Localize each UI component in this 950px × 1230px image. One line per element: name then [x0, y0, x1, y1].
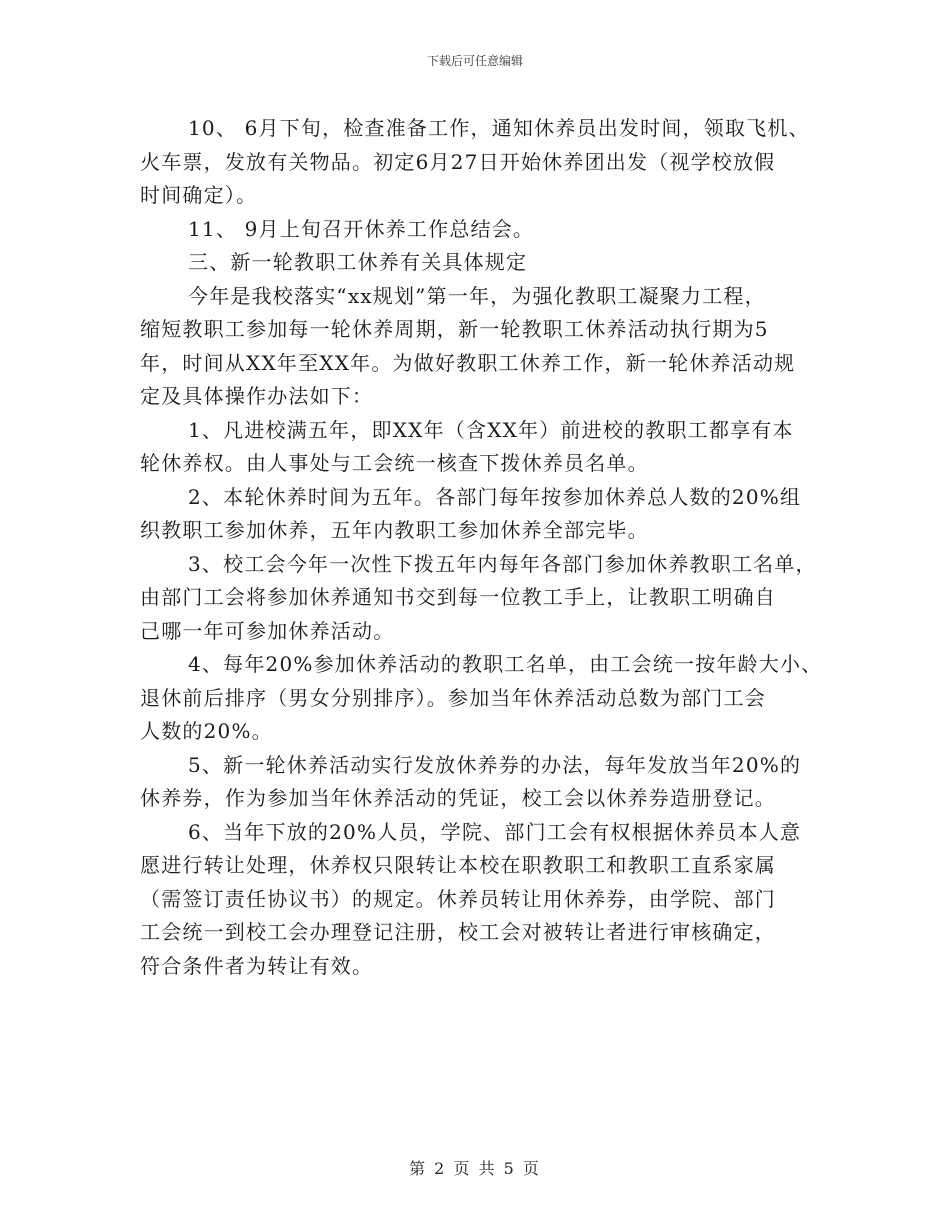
paragraph-line: 退休前后排序（男女分别排序）。参加当年休养活动总数为部门工会 — [140, 685, 766, 710]
paragraph-line: 三、新一轮教职工休养有关具体规定 — [188, 250, 528, 274]
paragraph-line: 6、当年下放的20%人员，学院、部门工会有权根据休养员本人意 — [188, 819, 802, 844]
page-number-footer: 第 2 页 共 5 页 — [409, 1159, 541, 1178]
paragraph — [140, 816, 820, 984]
paragraph-line: 3、校工会今年一次性下拨五年内每年各部门参加休养教职工名单， — [188, 551, 817, 576]
paragraph-line: 11、 9月上旬召开休养工作总结会。 — [188, 216, 535, 241]
paragraph-line: （需签订责任协议书）的规定。休养员转让用休养券，由学院、部门 — [140, 886, 776, 911]
paragraph-line: 愿进行转让处理，休养权只限转让本校在职教职工和教职工直系家属 — [140, 853, 776, 877]
document-body — [140, 112, 823, 983]
paragraph — [140, 414, 820, 481]
paragraph — [140, 112, 820, 213]
paragraph-line: 5、新一轮休养活动实行发放休养券的办法，每年发放当年20%的 — [188, 752, 802, 777]
page-header: 下载后可任意编辑 — [426, 54, 523, 68]
paragraph — [140, 749, 820, 816]
paragraph-line: 1、凡进校满五年，即XX年（含XX年）前进校的教职工都享有本 — [188, 417, 794, 442]
paragraph — [140, 548, 820, 649]
paragraph — [140, 280, 820, 414]
paragraph-line: 今年是我校落实“xx规划”第一年，为强化教职工凝聚力工程， — [188, 283, 766, 308]
paragraph-line: 己哪一年可参加休养活动。 — [140, 618, 395, 643]
paragraph — [140, 648, 823, 749]
paragraph-line: 4、每年20%参加休养活动的教职工名单，由工会统一按年龄大小、 — [188, 652, 823, 676]
paragraph — [140, 481, 820, 548]
paragraph-line: 10、 6月下旬，检查准备工作，通知休养员出发时间，领取飞机、 — [188, 116, 810, 140]
paragraph — [140, 213, 820, 247]
paragraph-line: 缩短教职工参加每一轮休养周期，新一轮教职工休养活动执行期为5 — [140, 317, 769, 341]
paragraph-line: 织教职工参加休养，五年内教职工参加休养全部完毕。 — [140, 518, 649, 542]
paragraph-line: 年，时间从XX年至XX年。为做好教职工休养工作，新一轮休养活动规 — [140, 350, 796, 375]
paragraph-line: 时间确定）。 — [140, 183, 258, 207]
paragraph-line: 符合条件者为转让有效。 — [140, 953, 374, 978]
paragraph-line: 休养券，作为参加当年休养活动的凭证，校工会以休养券造册登记。 — [140, 786, 776, 810]
paragraph-line: 2、本轮休养时间为五年。各部门每年按参加休养总人数的20%组 — [188, 484, 802, 509]
paragraph-line: 人数的20%。 — [140, 719, 273, 743]
paragraph-line: 由部门工会将参加休养通知书交到每一位教工手上，让教职工明确自 — [140, 585, 776, 609]
paragraph-line: 火车票，发放有关物品。初定6月27日开始休养团出发（视学校放假 — [140, 149, 776, 174]
paragraph-line: 定及具体操作办法如下： — [140, 384, 374, 408]
section-heading — [140, 246, 820, 280]
paragraph-line: 轮休养权。由人事处与工会统一核查下拨休养员名单。 — [140, 451, 649, 475]
paragraph-line: 工会统一到校工会办理登记注册，校工会对被转让者进行审核确定， — [140, 920, 776, 944]
